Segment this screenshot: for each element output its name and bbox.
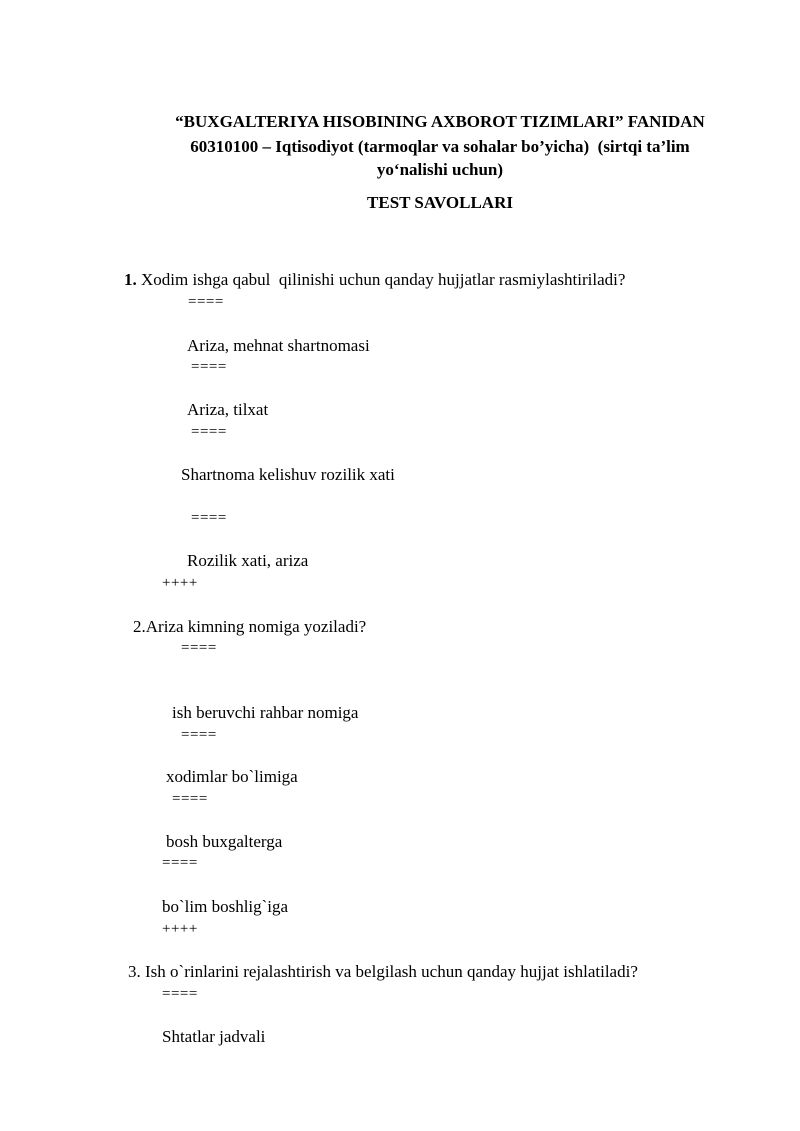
answer-option: xodimlar bo`limiga — [166, 767, 298, 786]
question-end-marker: ++++ — [162, 575, 198, 591]
answer-option: bosh buxgalterga — [166, 832, 283, 851]
answer-option: Rozilik xati, ariza — [187, 551, 309, 570]
answer-separator: ==== — [162, 986, 198, 1002]
question-text — [124, 270, 625, 290]
answer-separator: ==== — [181, 640, 217, 656]
question-end-marker: ++++ — [162, 921, 198, 937]
answer-separator: ==== — [191, 359, 227, 375]
answer-option: Ariza, tilxat — [187, 400, 269, 419]
question-number: 1. — [124, 270, 137, 289]
answer-option: Shartnoma kelishuv rozilik xati — [181, 465, 395, 484]
answer-separator: ==== — [172, 791, 208, 807]
answer-separator: ==== — [188, 294, 224, 310]
answer-option: bo`lim boshlig`iga — [162, 897, 289, 916]
question-text: 3. Ish o`rinlarini rejalashtirish va belgilash uchun qanday hujjat ishlatiladi? — [128, 962, 638, 981]
document-title-line-2: 60310100 – Iqtisodiyot (tarmoqlar va sohalar bo’yicha) (sirtqi ta’lim — [190, 137, 690, 156]
answer-separator: ==== — [191, 424, 227, 440]
answer-option: ish beruvchi rahbar nomiga — [172, 703, 359, 722]
document-subtitle: TEST SAVOLLARI — [367, 193, 513, 212]
answer-separator: ==== — [181, 727, 217, 743]
document-title-line-1: “BUXGALTERIYA HISOBINING AXBOROT TIZIMLARI” FANIDAN — [175, 112, 705, 131]
question-body: Xodim ishga qabul qilinishi uchun qanday hujjatlar rasmiylashtiriladi? — [141, 270, 626, 289]
question-text: 2.Ariza kimning nomiga yoziladi? — [133, 617, 367, 636]
answer-option: Ariza, mehnat shartnomasi — [187, 336, 370, 355]
answer-separator: ==== — [162, 855, 198, 871]
answer-option: Shtatlar jadvali — [162, 1027, 266, 1046]
document-title-line-3: yo‘nalishi uchun) — [376, 160, 504, 179]
answer-separator: ==== — [191, 510, 227, 526]
